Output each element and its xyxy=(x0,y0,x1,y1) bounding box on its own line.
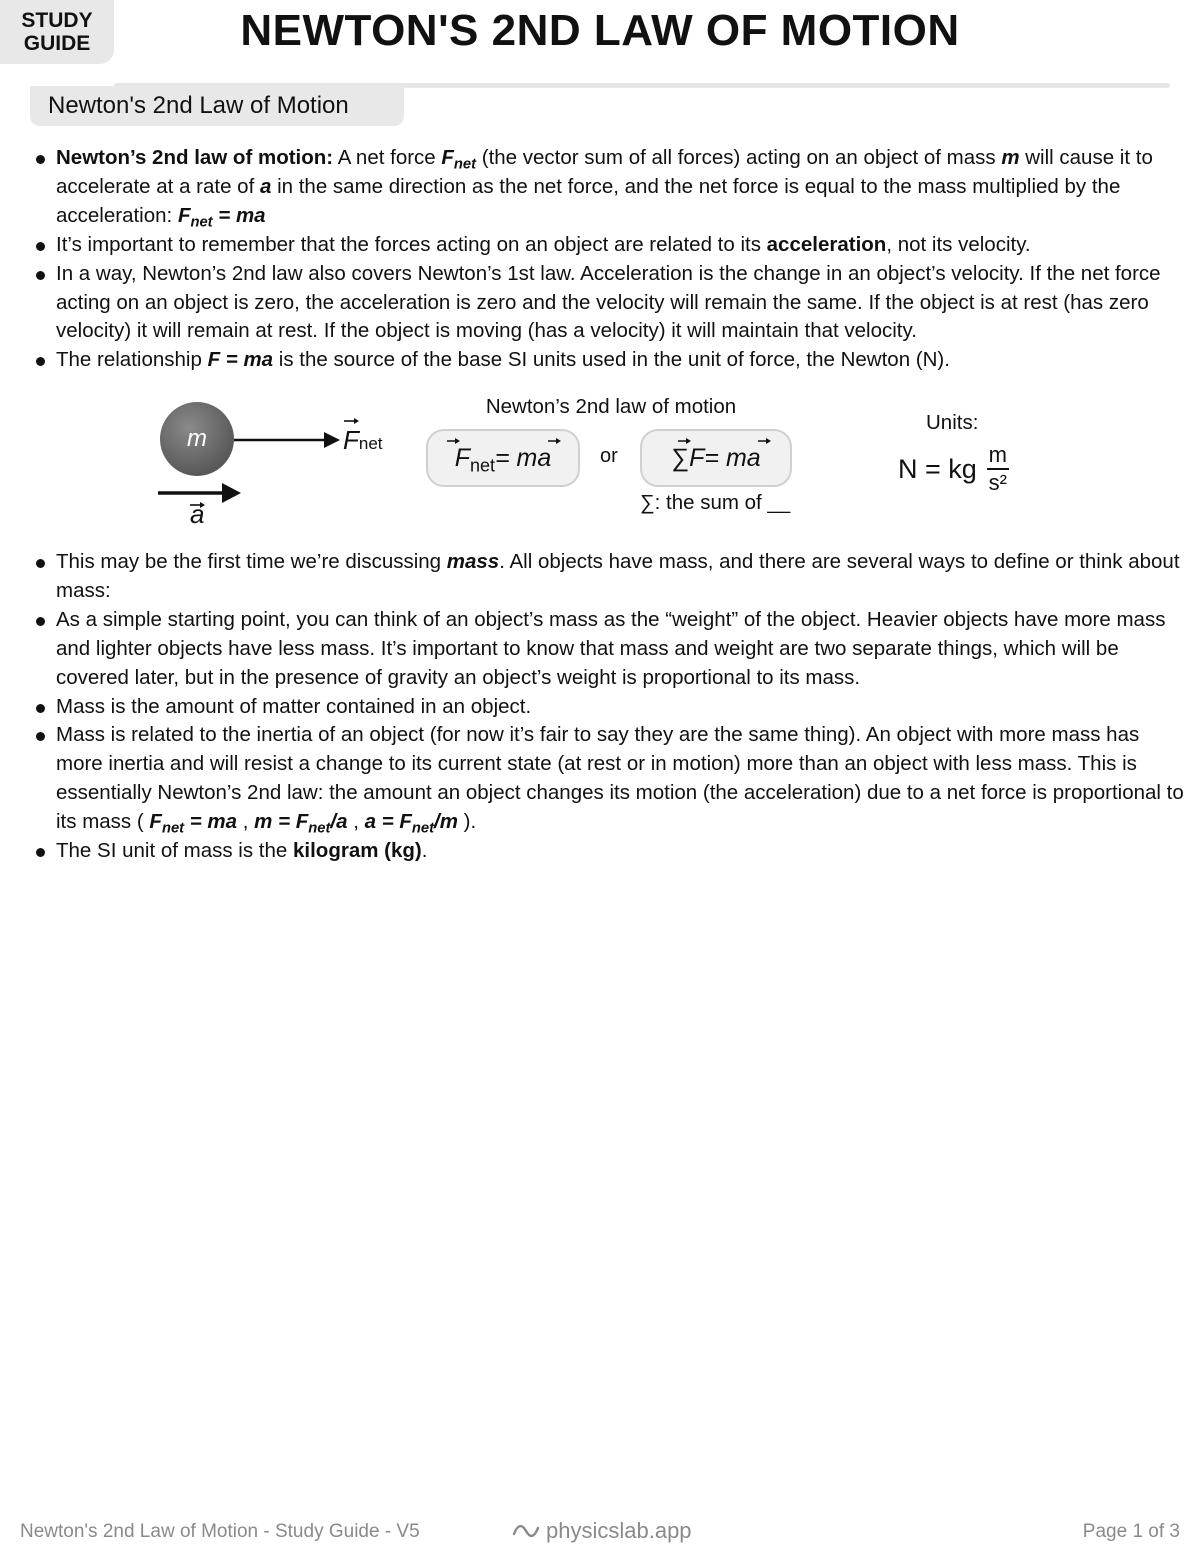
text: , xyxy=(347,810,365,834)
units-fraction xyxy=(987,443,1009,495)
symbol: F xyxy=(441,146,454,169)
list-item xyxy=(34,231,1184,260)
eq1-vector-marks xyxy=(426,429,576,483)
list-item xyxy=(34,606,1184,693)
section-heading: Newton's 2nd Law of Motion xyxy=(30,86,404,126)
text: , xyxy=(237,810,255,834)
vector-mark-head xyxy=(354,418,359,424)
text: will cause it to accelerate at a rate of xyxy=(56,146,1153,198)
symbol: m xyxy=(1001,146,1020,169)
list-item xyxy=(34,548,1184,606)
text: ). xyxy=(457,810,477,834)
text: . All objects have mass, and there are several ways to define or think about mass: xyxy=(56,550,1180,602)
subscript: net xyxy=(308,820,331,837)
symbol: /a xyxy=(330,810,348,834)
units-lhs: N = kg xyxy=(898,453,977,484)
symbol: F xyxy=(689,443,705,472)
law-title: Newton’s 2nd law of motion xyxy=(485,395,737,418)
newton-law-diagram xyxy=(0,385,1200,535)
equation-rhs: = ma xyxy=(704,443,761,472)
text: In a way, Newton’s 2nd law also covers Newton’s 1st law. Acceleration is the change in an object’s velocity. If the net force acting on an object is zero, the acceleration is zero and the velocity will remain the same. If the object is at rest (has zero velocity) it will remain at rest. If the object is moving (has a velocity) it will maintain that velocity. xyxy=(56,261,1161,343)
text: . xyxy=(421,839,428,863)
sum-note: ∑: the sum of __ xyxy=(640,491,791,514)
text: As a simple starting point, you can think of an object’s mass as the “weight” of the object. Heavier objects have more mass and lighter objects have less mass. It’s important to know that mass and weight are two separate things, which will be covered later, but in the presence of gravity an object’s weight is proportional to its mass. xyxy=(56,607,1166,689)
fraction-denominator: s² xyxy=(988,470,1007,495)
symbol: F xyxy=(177,203,191,227)
formula xyxy=(364,810,458,837)
physicslab-logo-icon xyxy=(512,1522,540,1540)
page-title: NEWTON'S 2ND LAW OF MOTION xyxy=(240,6,960,55)
arrows-graphic xyxy=(0,385,440,535)
text: is the source of the base SI units used in the unit of force, the Newton (N). xyxy=(273,348,950,372)
list-item xyxy=(34,837,1184,866)
formula xyxy=(149,810,238,837)
bullet-lead: Newton’s 2nd law of motion: xyxy=(56,146,334,169)
force-label xyxy=(343,425,383,456)
text: Mass is related to the inertia of an object (for now it’s fair to say they are the same thing). An object with more mass has more inertia and will resist a change to its current state (at rest or in motion) more than an object with less mass. This is essentially Newton’s 2nd law: the amount an object changes its motion (the acceleration) due to a net force is proportional to its mass ( xyxy=(56,723,1184,834)
accel-arrow-head xyxy=(222,483,241,503)
formula xyxy=(254,810,348,837)
symbol: F xyxy=(149,810,162,834)
text: The SI unit of mass is the xyxy=(56,839,293,863)
symbol: a = xyxy=(364,810,400,834)
formula xyxy=(177,203,266,231)
text: Mass is the amount of matter contained in an object. xyxy=(56,694,532,718)
subscript: net xyxy=(190,214,213,231)
sigma-symbol: ∑ xyxy=(671,443,690,472)
mass-label: m xyxy=(187,425,207,452)
list-item xyxy=(34,260,1184,347)
units-label: Units: xyxy=(926,411,979,434)
subscript: net xyxy=(411,820,435,837)
subscript: net xyxy=(161,820,185,837)
brand-name: physicslab.app xyxy=(546,1518,692,1543)
eq2-vector-marks xyxy=(640,429,790,483)
symbol: F xyxy=(454,443,470,472)
symbol: F xyxy=(343,425,359,455)
formula: F = ma xyxy=(207,348,274,372)
text: It’s important to remember that the forces acting on an object are related to its xyxy=(56,232,767,256)
bold-term: mass xyxy=(446,550,500,573)
bullet-list-top xyxy=(34,144,1184,375)
text: The relationship xyxy=(56,348,208,372)
formula xyxy=(441,146,477,173)
bullet-list-bottom xyxy=(34,548,1184,866)
text: A net force xyxy=(333,146,442,169)
symbol: m = xyxy=(254,810,296,834)
badge-line-2: GUIDE xyxy=(23,32,91,55)
symbol: a xyxy=(259,174,272,198)
subscript: net xyxy=(358,434,383,453)
list-item xyxy=(34,721,1184,837)
list-item xyxy=(34,144,1184,231)
symbol: F xyxy=(295,810,309,834)
list-item xyxy=(34,693,1184,722)
symbol: F xyxy=(399,810,412,834)
badge-line-1: STUDY xyxy=(21,9,93,32)
bold-term: kilogram (kg) xyxy=(293,839,422,863)
footer-document-name: Newton's 2nd Law of Motion - Study Guide - V5 xyxy=(20,1521,420,1542)
text: in the same direction as the net force, and the net force is equal to the mass multiplied by the acceleration: xyxy=(56,174,1121,227)
text: , not its velocity. xyxy=(886,232,1031,256)
or-text: or xyxy=(600,445,618,467)
fraction-numerator: m xyxy=(988,442,1007,467)
subscript: net xyxy=(469,454,496,475)
symbol: = ma xyxy=(212,203,266,227)
text: This may be the first time we’re discussing xyxy=(56,550,447,573)
footer-brand[interactable] xyxy=(512,1518,692,1544)
equation-rhs: = ma xyxy=(495,443,552,472)
bold-term: acceleration xyxy=(766,232,887,256)
symbol: /m xyxy=(434,810,458,834)
page-number: Page 1 of 3 xyxy=(1082,1521,1180,1542)
list-item xyxy=(34,346,1184,375)
text: (the vector sum of all forces) acting on an object of mass xyxy=(476,146,1002,169)
subscript: net xyxy=(453,156,477,173)
symbol: = ma xyxy=(184,810,238,834)
force-arrow-head xyxy=(324,432,340,448)
acceleration-label: a xyxy=(190,499,205,529)
units-equation xyxy=(898,443,1009,495)
